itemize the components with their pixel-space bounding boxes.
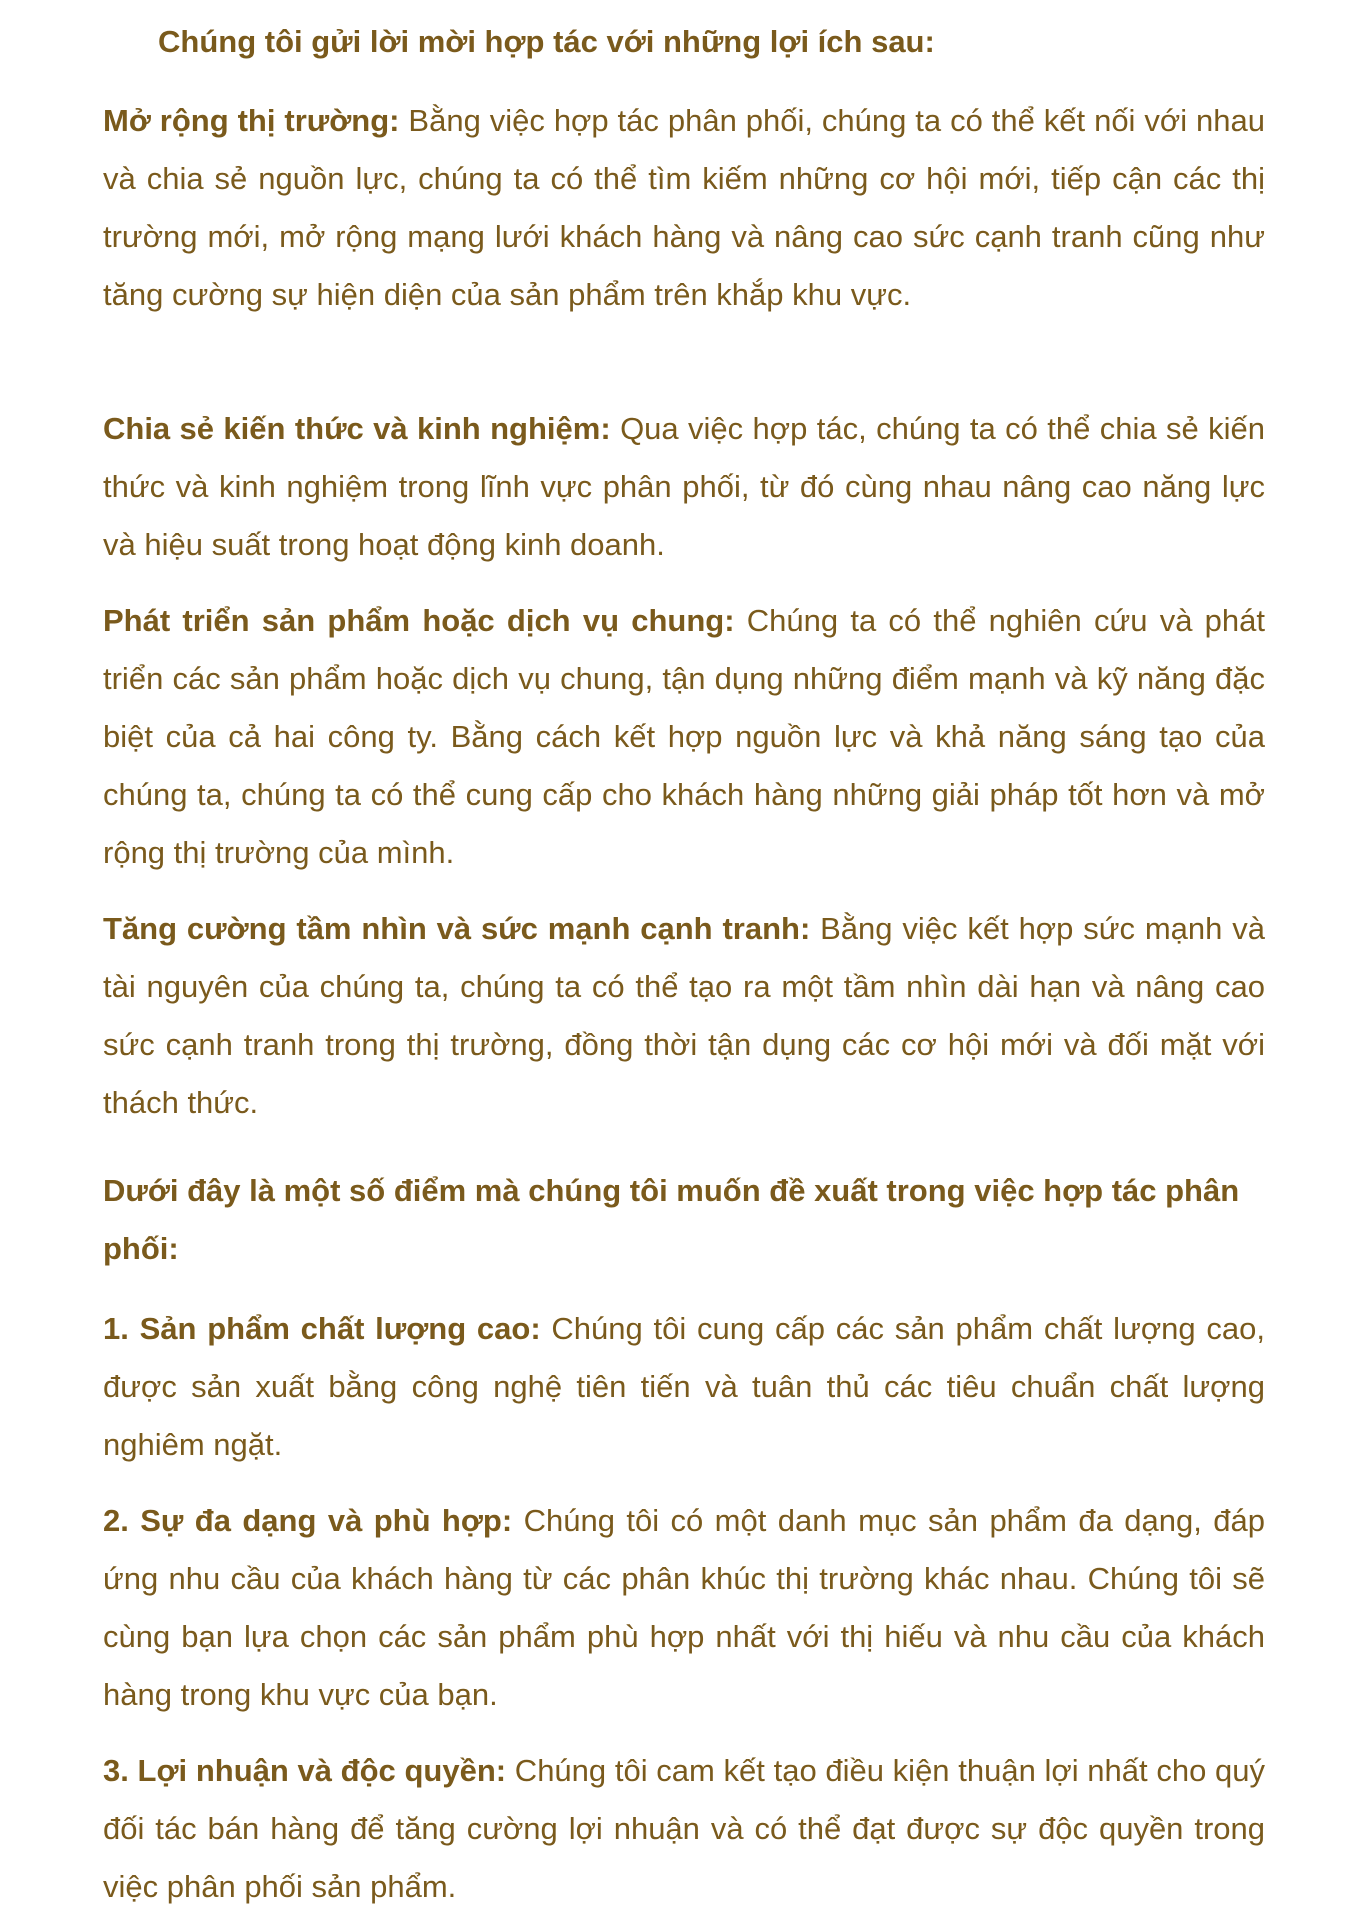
proposal-item-profit xyxy=(103,1742,1265,1916)
intro-heading: Chúng tôi gửi lời mời hợp tác với những lợi ích sau: xyxy=(158,24,935,59)
benefit-text: Bằng việc kết hợp sức mạnh và tài nguyên của chúng ta, chúng ta có thể tạo ra một tầm nhìn dài hạn và nâng cao sức cạnh tranh trong thị trường, đồng thời tận dụng các cơ hội mới và đối mặt với thách thức. xyxy=(103,911,1265,1120)
benefit-lead: Mở rộng thị trường: xyxy=(103,103,400,138)
proposal-lead: 3. Lợi nhuận và độc quyền: xyxy=(103,1753,507,1788)
benefit-text: Qua việc hợp tác, chúng ta có thể chia sẻ kiến thức và kinh nghiệm trong lĩnh vực phân phối, từ đó cùng nhau nâng cao năng lực và hiệu suất trong hoạt động kinh doanh. xyxy=(103,411,1265,562)
benefit-paragraph-market xyxy=(103,92,1265,324)
proposal-item-diversity xyxy=(103,1492,1265,1724)
proposals-heading: Dưới đây là một số điểm mà chúng tôi muốn đề xuất trong việc hợp tác phân phối: xyxy=(103,1173,1240,1266)
benefit-paragraph-knowledge xyxy=(103,400,1265,574)
proposal-text: Chúng tôi cam kết tạo điều kiện thuận lợi nhất cho quý đối tác bán hàng để tăng cường lợi nhuận và có thể đạt được sự độc quyền trong việc phân phối sản phẩm. xyxy=(103,1753,1265,1904)
benefit-paragraph-vision xyxy=(103,900,1265,1132)
proposal-lead: 2. Sự đa dạng và phù hợp: xyxy=(103,1503,513,1538)
benefit-lead: Chia sẻ kiến thức và kinh nghiệm: xyxy=(103,411,611,446)
proposal-text: Chúng tôi cung cấp các sản phẩm chất lượng cao, được sản xuất bằng công nghệ tiên tiến và tuân thủ các tiêu chuẩn chất lượng nghiêm ngặt. xyxy=(103,1311,1265,1462)
benefit-paragraph-product xyxy=(103,592,1265,882)
benefit-text: Chúng ta có thể nghiên cứu và phát triển các sản phẩm hoặc dịch vụ chung, tận dụng những điểm mạnh và kỹ năng đặc biệt của cả hai công ty. Bằng cách kết hợp nguồn lực và khả năng sáng tạo của chúng ta, chúng ta có thể cung cấp cho khách hàng những giải pháp tốt hơn và mở rộng thị trường của mình. xyxy=(103,603,1265,870)
proposal-item-quality xyxy=(103,1300,1265,1474)
benefit-lead: Phát triển sản phẩm hoặc dịch vụ chung: xyxy=(103,603,735,638)
proposal-text: Chúng tôi có một danh mục sản phẩm đa dạng, đáp ứng nhu cầu của khách hàng từ các phân khúc thị trường khác nhau. Chúng tôi sẽ cùng bạn lựa chọn các sản phẩm phù hợp nhất với thị hiếu và nhu cầu của khách hàng trong khu vực của bạn. xyxy=(103,1503,1265,1712)
proposal-lead: 1. Sản phẩm chất lượng cao: xyxy=(103,1311,541,1346)
benefit-text: Bằng việc hợp tác phân phối, chúng ta có thể kết nối với nhau và chia sẻ nguồn lực, chúng ta có thể tìm kiếm những cơ hội mới, tiếp cận các thị trường mới, mở rộng mạng lưới khách hàng và nâng cao sức cạnh tranh cũng như tăng cường sự hiện diện của sản phẩm trên khắp khu vực. xyxy=(103,103,1265,312)
benefit-lead: Tăng cường tầm nhìn và sức mạnh cạnh tranh: xyxy=(103,911,811,946)
